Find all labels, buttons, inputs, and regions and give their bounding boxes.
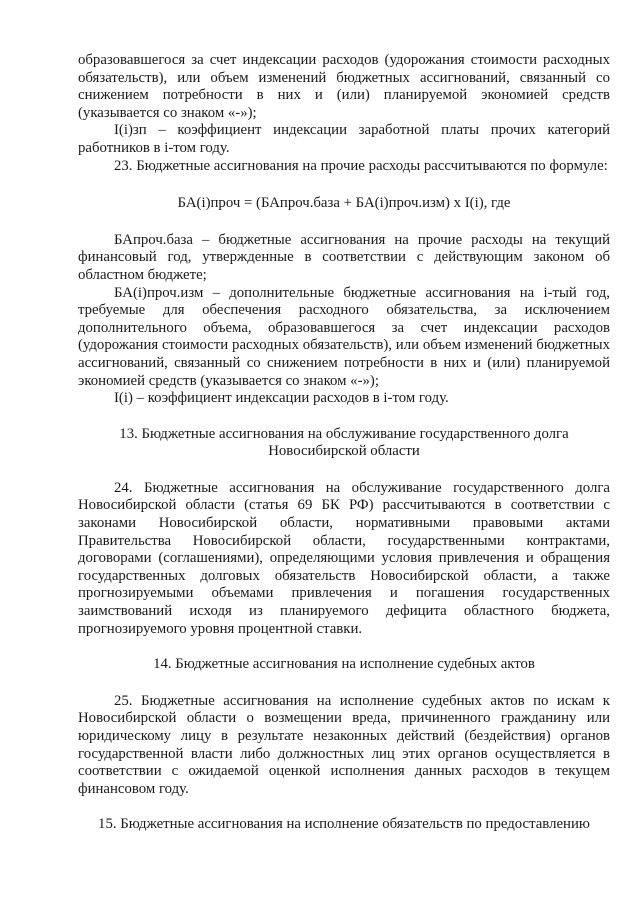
section-heading-15: 15. Бюджетные ассигнования на исполнение обязательств по предоставлению — [98, 816, 590, 833]
paragraph-index-definition: I(i) – коэффициент индексации расходов в i-том году. — [114, 390, 449, 407]
paragraph-25: 25. Бюджетные ассигнования на исполнение судебных актов по искам к Новосибирской области о возмещении вреда, причиненного гражданину или юридическому лицу в результате незаконных действий (бездействия) органов государственной власти либо должностных лиц этих органов осуществляется в соответствии с ожидаемой оценкой исполнения данных расходов в текущем финансовом году. — [78, 692, 610, 797]
paragraph-24: 24. Бюджетные ассигнования на обслуживание государственного долга Новосибирской области (статья 69 БК РФ) рассчитываются в соответствии с законами Новосибирской области, нормативными правовыми актами Правительства Новосибирской области, государственными контрактами, договорами (соглашениями), определяющими условия привлечения и обращения государственных долговых обязательств Новосибирской области, а также прогнозируемыми объемами привлечения и погашения государственных заимствований исходя из планируемого дефицита областного бюджета, прогнозируемого уровня процентной ставки. — [78, 479, 610, 637]
paragraph-change-definition: БА(i)проч.изм – дополнительные бюджетные ассигнования на i-тый год, требуемые для обеспечения расходного обязательства, за исключением дополнительного объема, образовавшегося за счет индексации расходов (удорожания стоимости расходных обязательств), или объем изменений бюджетных ассигнований, связанный со снижением потребности в них и (или) планируемой экономией средств (указывается со знаком «-»); — [78, 284, 610, 389]
section-heading-14: 14. Бюджетные ассигнования на исполнение судебных актов — [153, 656, 535, 673]
paragraph-continuation: образовавшегося за счет индексации расходов (удорожания стоимости расходных обязательств), или объем изменений бюджетных ассигнований, связанный со снижением потребности в них и (или) планируемой экономией средств (указывается со знаком «-»); — [78, 52, 610, 121]
paragraph-23: 23. Бюджетные ассигнования на прочие расходы рассчитываются по формуле: — [114, 157, 608, 174]
paragraph-izp-definition: I(i)зп – коэффициент индексации заработной платы прочих категорий работников в i-том году. — [78, 122, 610, 156]
section-heading-13: 13. Бюджетные ассигнования на обслуживание государственного долга Новосибирской области — [119, 425, 569, 460]
document-page — [78, 52, 610, 853]
formula-other-expenses: БА(i)проч = (БАпроч.база + БА(i)проч.изм) x I(i), где — [177, 195, 511, 212]
paragraph-base-definition: БАпроч.база – бюджетные ассигнования на прочие расходы на текущий финансовый год, утвержденные в соответствии с действующим законом об областном бюджете; — [78, 231, 610, 283]
